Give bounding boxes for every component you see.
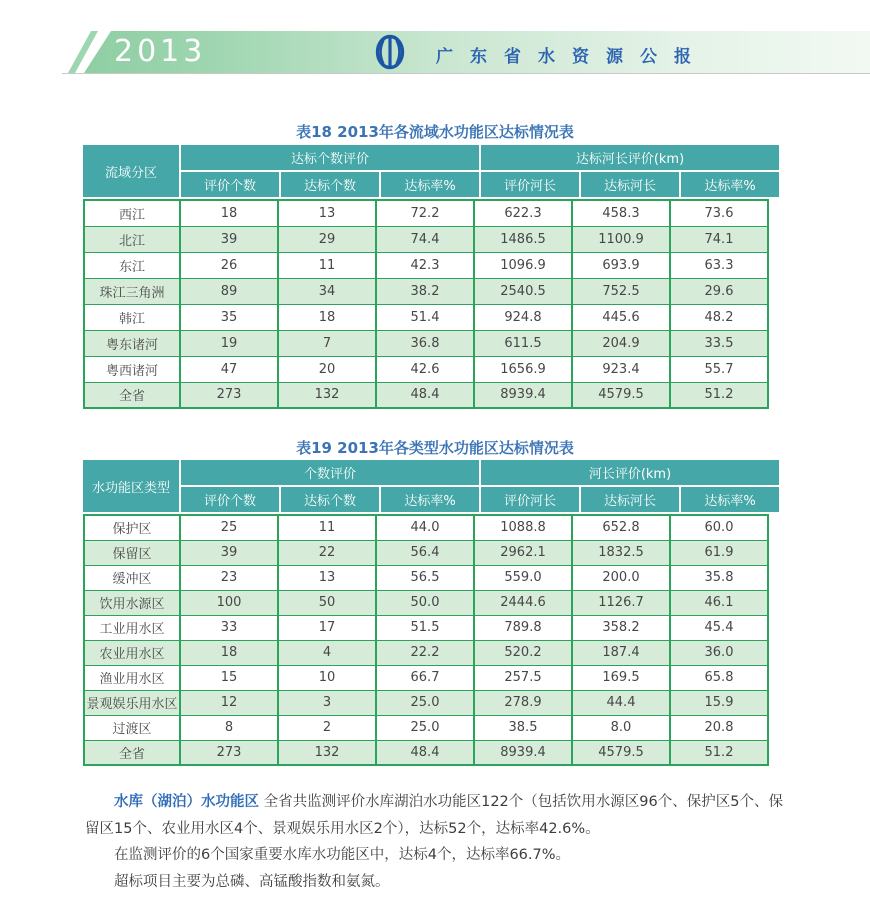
cell-value: 17: [278, 615, 376, 640]
cell-value: 622.3: [474, 200, 572, 226]
table-row: [84, 665, 768, 690]
cell-value: 66.7: [376, 665, 474, 690]
cell-value: 2444.6: [474, 590, 572, 615]
cell-value: 39: [180, 226, 278, 252]
row-label: 韩江: [84, 304, 180, 330]
row-label: 全省: [84, 740, 180, 765]
cell-value: 1100.9: [572, 226, 670, 252]
note-paragraph-national: 在监测评价的6个国家重要水库水功能区中，达标4个，达标率66.7%。: [114, 847, 571, 863]
table19-sub-header: 评价河长: [481, 487, 579, 512]
cell-value: 48.2: [670, 304, 768, 330]
row-label: 东江: [84, 252, 180, 278]
cell-value: 4579.5: [572, 382, 670, 408]
note-paragraph-pollutants: 超标项目主要为总磷、高锰酸指数和氨氮。: [114, 873, 390, 890]
cell-value: 2540.5: [474, 278, 572, 304]
cell-value: 8.0: [572, 715, 670, 740]
cell-value: 187.4: [572, 640, 670, 665]
header-banner: [0, 31, 870, 73]
cell-value: 48.4: [376, 382, 474, 408]
cell-value: 47: [180, 356, 278, 382]
cell-value: 50: [278, 590, 376, 615]
cell-value: 35: [180, 304, 278, 330]
cell-value: 13: [278, 200, 376, 226]
cell-value: 20: [278, 356, 376, 382]
cell-value: 18: [180, 200, 278, 226]
table18-group-header: 达标河长评价(km): [481, 145, 779, 170]
cell-value: 38.2: [376, 278, 474, 304]
cell-value: 559.0: [474, 565, 572, 590]
note-paragraph-reservoir: [85, 789, 786, 842]
table19-sub-header: 评价个数: [181, 487, 279, 512]
cell-value: 50.0: [376, 590, 474, 615]
table-row: [84, 540, 768, 565]
cell-value: 13: [278, 565, 376, 590]
table18-title: 表18 2013年各流域水功能区达标情况表: [296, 123, 574, 141]
table19-group-header: 个数评价: [181, 460, 479, 485]
cell-value: 73.6: [670, 200, 768, 226]
cell-value: 39: [180, 540, 278, 565]
cell-value: 132: [278, 740, 376, 765]
cell-value: 257.5: [474, 665, 572, 690]
table-row: [84, 640, 768, 665]
cell-value: 11: [278, 252, 376, 278]
table18-sub-header: 评价河长: [481, 172, 579, 197]
cell-value: 51.2: [670, 740, 768, 765]
row-label: 渔业用水区: [84, 665, 180, 690]
cell-value: 74.1: [670, 226, 768, 252]
cell-value: 15: [180, 665, 278, 690]
row-label: 饮用水源区: [84, 590, 180, 615]
cell-value: 445.6: [572, 304, 670, 330]
cell-value: 42.3: [376, 252, 474, 278]
table-row: [84, 690, 768, 715]
cell-value: 46.1: [670, 590, 768, 615]
cell-value: 51.4: [376, 304, 474, 330]
cell-value: 18: [278, 304, 376, 330]
table-row: [84, 226, 768, 252]
cell-value: 25: [180, 515, 278, 540]
table-row: [84, 740, 768, 765]
cell-value: 36.0: [670, 640, 768, 665]
cell-value: 23: [180, 565, 278, 590]
cell-value: 169.5: [572, 665, 670, 690]
cell-value: 55.7: [670, 356, 768, 382]
table19-sub-header: 达标河长: [581, 487, 679, 512]
cell-value: 278.9: [474, 690, 572, 715]
water-resources-logo-icon: [370, 33, 410, 71]
cell-value: 132: [278, 382, 376, 408]
cell-value: 11: [278, 515, 376, 540]
table-row: [84, 515, 768, 540]
cell-value: 26: [180, 252, 278, 278]
cell-value: 200.0: [572, 565, 670, 590]
row-label: 过渡区: [84, 715, 180, 740]
cell-value: 42.6: [376, 356, 474, 382]
cell-value: 19: [180, 330, 278, 356]
row-label: 农业用水区: [84, 640, 180, 665]
table19-corner-header: 水功能区类型: [83, 460, 179, 512]
notes-section: [85, 789, 786, 895]
table19-sub-header: 达标率%: [681, 487, 779, 512]
cell-value: 3: [278, 690, 376, 715]
cell-value: 63.3: [670, 252, 768, 278]
cell-value: 89: [180, 278, 278, 304]
cell-value: 10: [278, 665, 376, 690]
cell-value: 789.8: [474, 615, 572, 640]
cell-value: 20.8: [670, 715, 768, 740]
cell-value: 12: [180, 690, 278, 715]
table-row: [84, 590, 768, 615]
cell-value: 2962.1: [474, 540, 572, 565]
cell-value: 273: [180, 382, 278, 408]
table-row: [84, 356, 768, 382]
cell-value: 44.4: [572, 690, 670, 715]
cell-value: 22.2: [376, 640, 474, 665]
cell-value: 56.4: [376, 540, 474, 565]
table-row: [84, 200, 768, 226]
table18-sub-header: 达标率%: [381, 172, 479, 197]
row-label: 珠江三角洲: [84, 278, 180, 304]
table19-body: [83, 514, 769, 766]
cell-value: 458.3: [572, 200, 670, 226]
cell-value: 25.0: [376, 690, 474, 715]
table-row: [84, 382, 768, 408]
banner-year: 2013: [114, 34, 207, 69]
cell-value: 8939.4: [474, 382, 572, 408]
cell-value: 204.9: [572, 330, 670, 356]
cell-value: 35.8: [670, 565, 768, 590]
cell-value: 15.9: [670, 690, 768, 715]
cell-value: 8939.4: [474, 740, 572, 765]
cell-value: 1088.8: [474, 515, 572, 540]
cell-value: 100: [180, 590, 278, 615]
note-lead-label: 水库（湖泊）水功能区: [114, 794, 259, 810]
cell-value: 74.4: [376, 226, 474, 252]
table18-group-header: 达标个数评价: [181, 145, 479, 170]
cell-value: 60.0: [670, 515, 768, 540]
cell-value: 358.2: [572, 615, 670, 640]
table18-body: [83, 199, 769, 409]
cell-value: 1832.5: [572, 540, 670, 565]
cell-value: 29: [278, 226, 376, 252]
note-paragraph-text: 全省共监测评价水库湖泊水功能区122个（包括饮用水源区96个、保护区5个、保留区15个、农业用水区4个、景观娱乐用水区2个），达标52个，达标率42.6%。: [85, 794, 783, 837]
row-label: 粤西诸河: [84, 356, 180, 382]
table18-sub-header: 达标河长: [581, 172, 679, 197]
cell-value: 36.8: [376, 330, 474, 356]
cell-value: 7: [278, 330, 376, 356]
cell-value: 33: [180, 615, 278, 640]
table-row: [84, 304, 768, 330]
cell-value: 693.9: [572, 252, 670, 278]
cell-value: 51.5: [376, 615, 474, 640]
row-label: 景观娱乐用水区: [84, 690, 180, 715]
cell-value: 2: [278, 715, 376, 740]
table18: [83, 145, 767, 409]
table18-sub-header: 达标个数: [281, 172, 379, 197]
row-label: 缓冲区: [84, 565, 180, 590]
row-label: 粤东诸河: [84, 330, 180, 356]
cell-value: 1486.5: [474, 226, 572, 252]
cell-value: 520.2: [474, 640, 572, 665]
row-label: 西江: [84, 200, 180, 226]
cell-value: 611.5: [474, 330, 572, 356]
table-row: [84, 715, 768, 740]
table19-title: 表19 2013年各类型水功能区达标情况表: [296, 439, 574, 457]
cell-value: 18: [180, 640, 278, 665]
table-row: [84, 252, 768, 278]
cell-value: 923.4: [572, 356, 670, 382]
cell-value: 56.5: [376, 565, 474, 590]
table-row: [84, 278, 768, 304]
table18-corner-header: 流域分区: [83, 145, 179, 197]
table19: [83, 460, 767, 766]
cell-value: 1656.9: [474, 356, 572, 382]
row-label: 北江: [84, 226, 180, 252]
banner-underline: [62, 73, 870, 74]
cell-value: 25.0: [376, 715, 474, 740]
cell-value: 61.9: [670, 540, 768, 565]
cell-value: 65.8: [670, 665, 768, 690]
cell-value: 38.5: [474, 715, 572, 740]
cell-value: 44.0: [376, 515, 474, 540]
cell-value: 8: [180, 715, 278, 740]
row-label: 工业用水区: [84, 615, 180, 640]
table-row: [84, 565, 768, 590]
cell-value: 1096.9: [474, 252, 572, 278]
row-label: 全省: [84, 382, 180, 408]
cell-value: 51.2: [670, 382, 768, 408]
cell-value: 72.2: [376, 200, 474, 226]
bulletin-title: 广东省水资源公报: [436, 47, 708, 67]
cell-value: 1126.7: [572, 590, 670, 615]
table-row: [84, 615, 768, 640]
table18-header: [83, 145, 767, 197]
table19-sub-header: 达标个数: [281, 487, 379, 512]
cell-value: 45.4: [670, 615, 768, 640]
cell-value: 48.4: [376, 740, 474, 765]
table18-sub-header: 达标率%: [681, 172, 779, 197]
cell-value: 4579.5: [572, 740, 670, 765]
cell-value: 752.5: [572, 278, 670, 304]
cell-value: 29.6: [670, 278, 768, 304]
cell-value: 924.8: [474, 304, 572, 330]
cell-value: 33.5: [670, 330, 768, 356]
cell-value: 273: [180, 740, 278, 765]
row-label: 保留区: [84, 540, 180, 565]
table19-group-header: 河长评价(km): [481, 460, 779, 485]
cell-value: 34: [278, 278, 376, 304]
cell-value: 652.8: [572, 515, 670, 540]
table19-sub-header: 达标率%: [381, 487, 479, 512]
cell-value: 4: [278, 640, 376, 665]
table18-sub-header: 评价个数: [181, 172, 279, 197]
row-label: 保护区: [84, 515, 180, 540]
table19-header: [83, 460, 767, 512]
cell-value: 22: [278, 540, 376, 565]
table-row: [84, 330, 768, 356]
